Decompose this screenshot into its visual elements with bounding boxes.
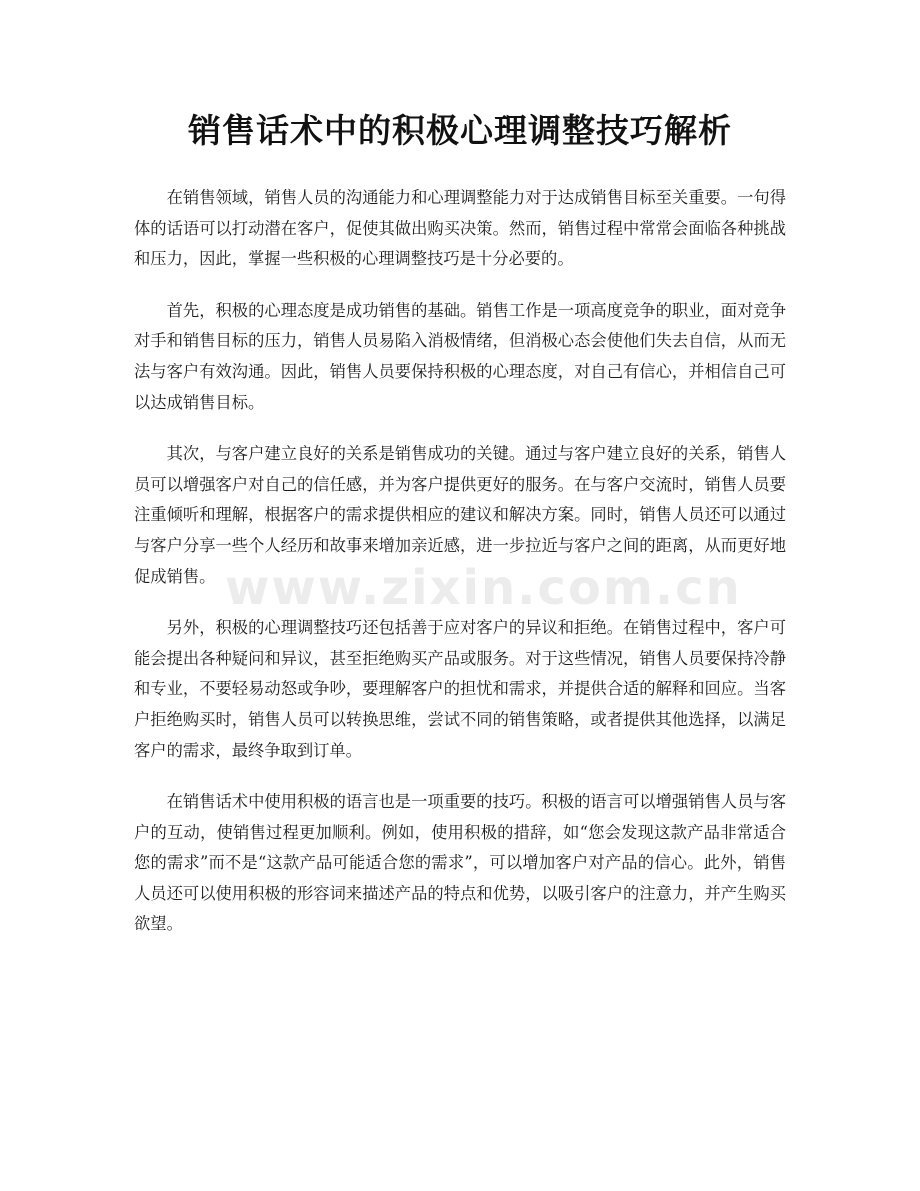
paragraph-customer-relationship: 其次，与客户建立良好的关系是销售成功的关键。通过与客户建立良好的关系，销售人员可以增强客户对自己的信任感，并为客户提供更好的服务。在与客户交流时，销售人员要注重倾听和理解，根据客户的需求提供相应的建议和解决方案。同时，销售人员还可以通过与客户分享一些个人经历和故事来增加亲近感，进一步拉近与客户之间的距离，从而更好地促成销售。 — [134, 444, 786, 586]
document-body — [134, 183, 786, 961]
paragraph-handling-objections: 另外，积极的心理调整技巧还包括善于应对客户的异议和拒绝。在销售过程中，客户可能会提出各种疑问和异议，甚至拒绝购买产品或服务。对于这些情况，销售人员要保持冷静和专业，不要轻易动怒或争吵，要理解客户的担忧和需求，并提供合适的解释和回应。当客户拒绝购买时，销售人员可以转换思维，尝试不同的销售策略，或者提供其他选择，以满足客户的需求，最终争取到订单。 — [134, 618, 786, 760]
watermark: www.zixin.com.cn — [225, 560, 742, 616]
paragraph-positive-language: 在销售话术中使用积极的语言也是一项重要的技巧。积极的语言可以增强销售人员与客户的互动，使销售过程更加顺利。例如，使用积极的措辞，如“您会发现这款产品非常适合您的需求”而不是“这款产品可能适合您的需求”，可以增加客户对产品的信心。此外，销售人员还可以使用积极的形容词来描述产品的特点和优势，以吸引客户的注意力，并产生购买欲望。 — [134, 792, 786, 934]
document-title: 销售话术中的积极心理调整技巧解析 — [188, 111, 732, 150]
paragraph-intro: 在销售领域，销售人员的沟通能力和心理调整能力对于达成销售目标至关重要。一句得体的话语可以打动潜在客户，促使其做出购买决策。然而，销售过程中常常会面临各种挑战和压力，因此，掌握一些积极的心理调整技巧是十分必要的。 — [134, 188, 786, 269]
paragraph-positive-attitude: 首先，积极的心理态度是成功销售的基础。销售工作是一项高度竞争的职业，面对竞争对手和销售目标的压力，销售人员易陷入消极情绪，但消极心态会使他们失去自信，从而无法与客户有效沟通。因此，销售人员要保持积极的心理态度，对自己有信心，并相信自己可以达成销售目标。 — [134, 300, 786, 412]
